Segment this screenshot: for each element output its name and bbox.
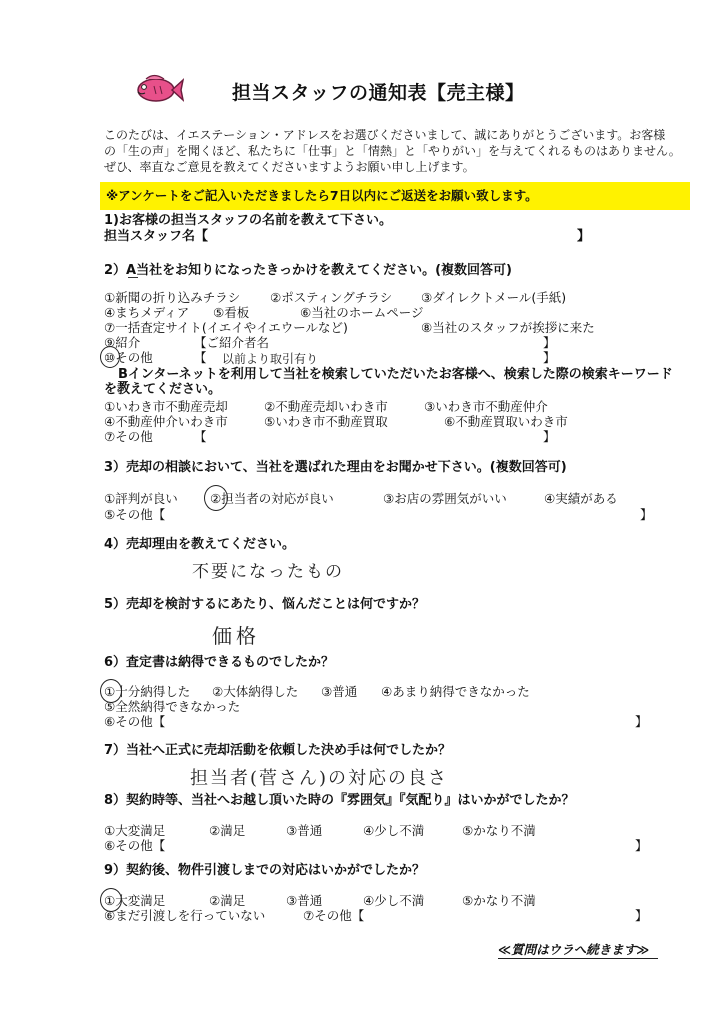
q3-option: ④実績がある [544,491,618,506]
q2-b-option: ④不動産仲介いわき市 [104,414,228,429]
intro-line-1: このたびは、イエステーション・アドレスをお選びくださいまして、誠にありがとうございます。お客様 [104,128,666,142]
q1-question: 1)お客様の担当スタッフの名前を教えて下さい。 [104,213,392,228]
q9-option: ⑥まだ引渡しを行っていない [104,908,266,923]
q6-other-label: ⑥その他【 [104,714,166,729]
q9-option-selected: ①大変満足 [104,893,166,908]
q7-handwritten-answer: 担当者(菅さん)の対応の良さ [190,768,449,789]
q8-other-close: 】 [635,838,648,853]
q9-option: ③普通 [286,893,323,908]
q8-option: ⑤かなり不満 [462,823,536,838]
q2-b-option: ①いわき市不動産売却 [104,399,228,414]
q2-option-selected: ⑩その他 [104,350,153,365]
q2-b-question-line-1: Bインターネットを利用して当社を検索していただいたお客様へ、検索した際の検索キーワード [118,367,673,382]
q2-b-option: ⑥不動産買取いわき市 [444,414,568,429]
q2-question: 2）A当社をお知りになったきっかけを教えてください。(複数回答可) [104,263,512,278]
q3-option: ③お店の雰囲気がいい [383,491,507,506]
q2-b-question-line-2: を教えてください。 [104,382,222,397]
q5-question: 5）売却を検討するにあたり、悩んだことは何ですか？ [104,597,426,612]
page-title: 担当スタッフの通知表【売主様】 [232,82,525,104]
q6-option: ④あまり納得できなかった [381,684,530,699]
q2-a-underline [128,277,138,278]
q2-option: ⑦一括査定サイト(イエイやイエウールなど) [104,320,348,335]
q6-option: ③普通 [321,684,358,699]
q2-b-other-close: 】 [543,429,556,444]
q6-option: ②大体納得した [212,684,299,699]
q2-option: ⑤看板 [213,305,250,320]
q8-question: 8）契約時等、当社へお越し頂いた時の『雰囲気』『気配り』はいかがでしたか？ [104,793,575,808]
q6-option: ⑤全然納得できなかった [104,699,241,714]
q3-option: ①評判が良い [104,491,178,506]
intro-line-3: ぜひ、率直なご意見を教えてくださいますようお願い申し上げます。 [104,160,475,174]
q6-option-selected: ①十分納得した [104,684,191,699]
q6-question: 6）査定書は納得できるものでしたか？ [104,655,335,670]
q9-option: ⑤かなり不満 [462,893,536,908]
q2-b-option: ②不動産売却いわき市 [264,399,388,414]
q2-referrer-close: 】 [543,335,556,350]
q3-other-close: 】 [640,507,653,522]
q3-question: 3）売却の相談において、当社を選ばれた理由をお聞かせ下さい。(複数回答可) [104,460,567,475]
q2-option: ⑧当社のスタッフが挨拶に来た [421,320,595,335]
q8-option: ①大変満足 [104,823,166,838]
q2-option: ①新聞の折り込みチラシ [104,290,241,305]
pink-fish-logo-icon [132,72,184,106]
q2-referrer-label: 【ご紹介者名 [194,335,270,350]
q7-question: 7）当社へ正式に売却活動を依頼した決め手は何でしたか？ [104,743,452,758]
q2-b-option: ⑦その他 [104,429,153,444]
q9-question: 9）契約後、物件引渡しまでの対応はいかがでしたか？ [104,863,426,878]
q8-option: ②満足 [209,823,246,838]
q8-other-label: ⑥その他【 [104,838,166,853]
q5-handwritten-answer: 価格 [212,624,260,648]
footer-underline [498,958,658,959]
q9-other-close: 】 [635,908,648,923]
footer-continue-note: ≪質問はウラへ続きます≫ [498,942,650,957]
q2-option: ④まちメディア [104,305,190,320]
q2-b-other-open: 【 [194,429,207,444]
selection-circle [100,346,120,368]
q2-b-option: ⑤いわき市不動産買取 [264,414,388,429]
q9-option: ④少し不満 [363,893,425,908]
q3-other-label: ⑤その他【 [104,507,166,522]
q4-handwritten-answer: 不要になったもの [192,562,344,582]
q9-other-label: ⑦その他【 [303,908,365,923]
q2-option: ⑥当社のホームページ [300,305,424,320]
q8-option: ④少し不満 [363,823,425,838]
q2-other-open: 【 [194,350,207,365]
q1-staff-close: 】 [577,229,591,244]
q1-staff-label: 担当スタッフ名【 [104,229,209,244]
q2-option: ②ポスティングチラシ [270,290,393,305]
q2-option: ⑨紹介 [104,335,141,350]
q4-question: 4）売却理由を教えてください。 [104,537,296,552]
q2-other-close: 】 [543,350,556,365]
q2-other-handwritten-answer: 以前より取引有り [222,352,319,366]
q2-b-option: ③いわき市不動産仲介 [424,399,548,414]
notice-banner-text: ※アンケートをご記入いただきましたら7日以内にご返送をお願い致します。 [106,188,538,203]
q3-option-selected: ②担当者の対応が良い [210,491,334,506]
intro-line-2: の「生の声」を聞くほど、私たちに「仕事」と「情熱」と「やりがい」を与えてくれるものはありません。 [104,144,681,158]
q2-option: ③ダイレクトメール(手紙) [421,290,567,305]
q6-other-close: 】 [635,714,648,729]
q8-option: ③普通 [286,823,323,838]
q9-option: ②満足 [209,893,246,908]
selection-circle [204,485,228,511]
